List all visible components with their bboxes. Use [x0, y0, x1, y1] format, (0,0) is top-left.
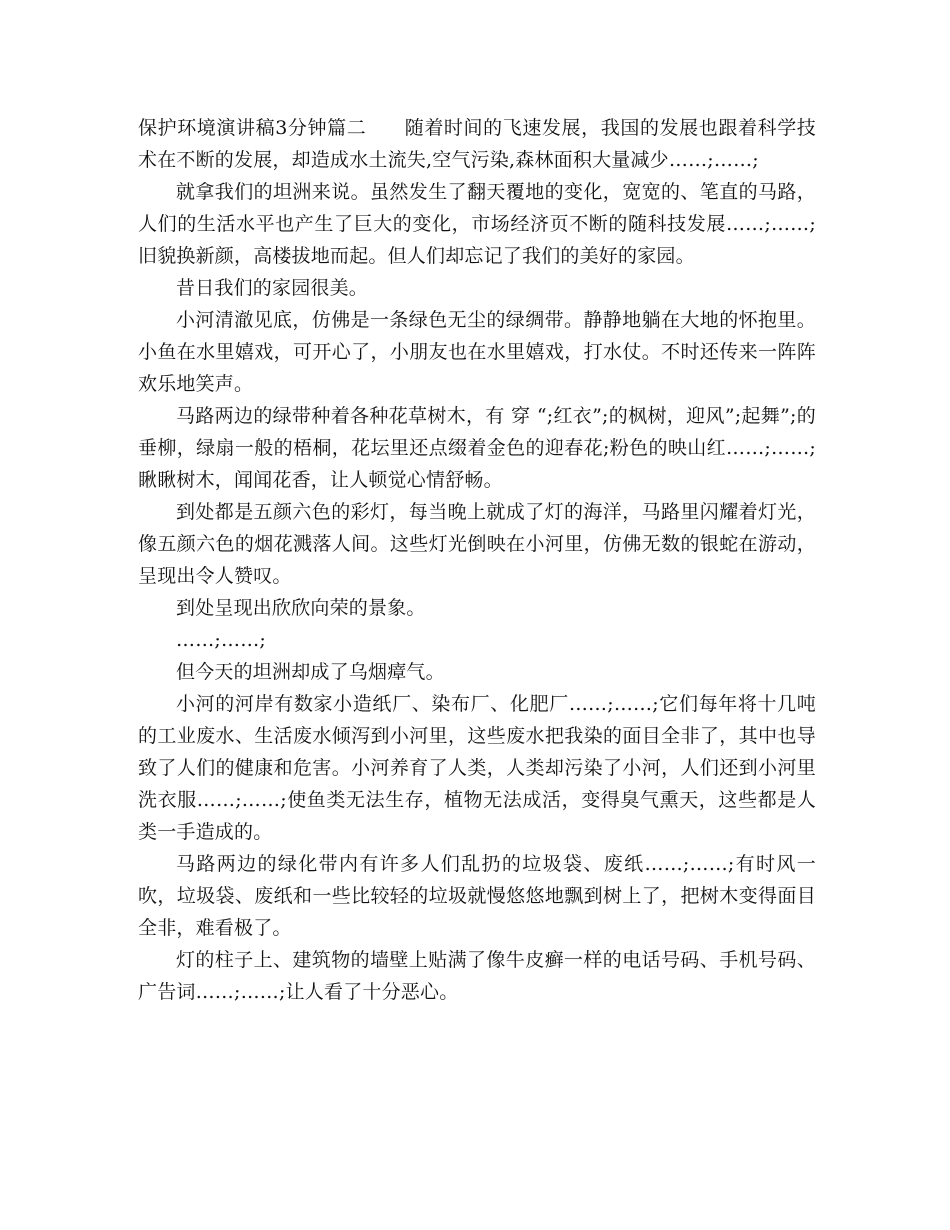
document-title: 保护环境演讲稿3分钟篇二	[138, 117, 367, 139]
paragraph: 就拿我们的坦洲来说。虽然发生了翻天覆地的变化，宽宽的、笔直的马路，人们的生活水平也产生了巨大的变化，市场经济页不断的随科技发展……;……;旧貌换新颜，高楼拔地而起。但人们却忘记了我们的美好的家园。	[138, 181, 816, 267]
paragraph: 小河的河岸有数家小造纸厂、染布厂、化肥厂……;……;它们每年将十几吨的工业废水、生活废水倾泻到小河里，这些废水把我染的面目全非了，其中也导致了人们的健康和危害。小河养育了人类，人类却污染了小河，人们还到小河里洗衣服……;……;使鱼类无法生存，植物无法成活，变得臭气熏天，这些都是人类一手造成的。	[138, 693, 816, 843]
paragraph: 到处都是五颜六色的彩灯，每当晚上就成了灯的海洋，马路里闪耀着灯光，像五颜六色的烟花溅落人间。这些灯光倒映在小河里，仿佛无数的银蛇在游动，呈现出令人赞叹。	[138, 501, 816, 587]
paragraph: 到处呈现出欣欣向荣的景象。	[176, 597, 426, 619]
paragraph: 灯的柱子上、建筑物的墙壁上贴满了像牛皮癣一样的电话号码、手机号码、广告词……;……;让人看了十分恶心。	[138, 949, 816, 1003]
paragraph: 小河清澈见底，仿佛是一条绿色无尘的绿绸带。静静地躺在大地的怀抱里。小鱼在水里嬉戏，可开心了，小朋友也在水里嬉戏，打水仗。不时还传来一阵阵欢乐地笑声。	[138, 309, 816, 395]
paragraph-text: 随着时间的飞速发展，我国的发展也跟着科学技术在不断的发展，却造成水土流失,空气污染,森林面积大量减少……;……;	[138, 117, 816, 171]
paragraph: 昔日我们的家园很美。	[176, 277, 369, 299]
paragraph: 马路两边的绿化带内有许多人们乱扔的垃圾袋、废纸……;……;有时风一吹，垃圾袋、废纸和一些比较轻的垃圾就慢悠悠地飘到树上了，把树木变得面目全非，难看极了。	[138, 853, 816, 939]
paragraph: 但今天的坦洲却成了乌烟瘴气。	[176, 661, 445, 683]
paragraph-intro	[138, 112, 816, 176]
paragraph: ……;……;	[176, 629, 267, 651]
paragraph: 马路两边的绿带种着各种花草树木，有 穿 “;红衣”;的枫树，迎风”;起舞”;的垂柳，绿扇一般的梧桐，花坛里还点缀着金色的迎春花;粉色的映山红……;……;瞅瞅树木，闻闻花香，让人顿觉心情舒畅。	[138, 405, 816, 491]
document-body	[138, 112, 816, 1008]
